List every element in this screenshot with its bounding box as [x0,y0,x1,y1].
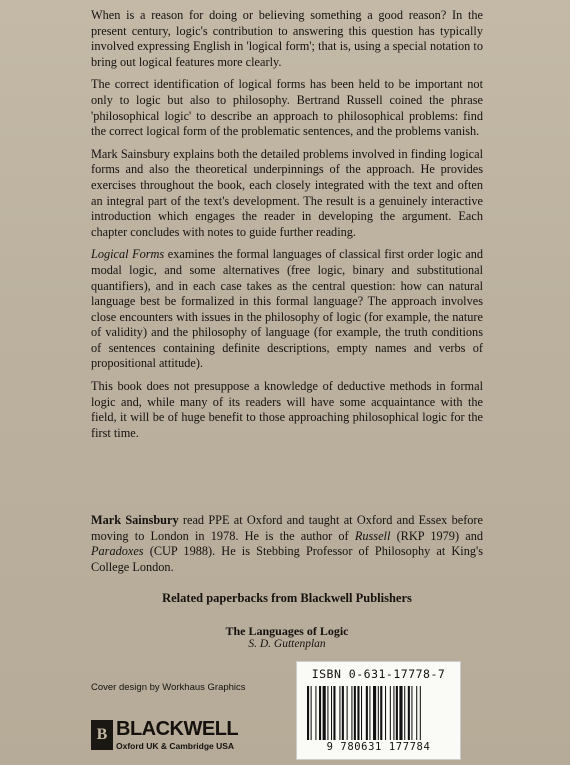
cover-design-credit: Cover design by Workhaus Graphics [91,682,246,693]
ean-number: 9 780631 177784 [326,741,431,753]
blurb-paragraph-4-text: examines the formal languages of classical first order logic and modal logic, and some alternatives (free logic, binary and substitutional quantifiers), and in each case takes as the central question: how can natural language best be formalized in this formal language? The approach involves close encounters with issues in the philosophy of logic (for example, the nature of validity) and the philosophy of language (for example, the truth conditions of sentences containing definite descriptions, empty names and verbs of propositional attitude). [91,247,483,371]
bio-text-1: read PPE at Oxford and taught at Oxford and Essex before moving to London in 1978. He is the author of [91,513,483,543]
bio-book-2: Paradoxes [91,544,144,559]
blurb-paragraph-5: This book does not presuppose a knowledge of deductive methods in formal logic and, while many of its readers will have some acquaintance with the field, it will be of huge benefit to those approaching philosophical logic for the first time. [91,379,483,440]
publisher-mark-icon: B [91,720,113,750]
author-bio-text [91,513,483,575]
blurb-paragraph-2: The correct identification of logical forms has been held to be important not only to logic but also to philosophy. Bertrand Russell coined the phrase 'philosophical logic' to describe an approach to philosophical problems: find the correct logical form of the problematic sentences, and the problems vanish. [91,77,483,139]
blurb-paragraph-1: When is a reason for doing or believing something a good reason? In the present century, logic's contribution to answering this question has typically involved expressing English in 'logical form'; that is, using a special notation to bring out logical features more clearly. [91,8,483,69]
related-book-title: The Languages of Logic [225,624,349,638]
related-heading: Related paperbacks from Blackwell Publishers [162,591,412,605]
author-name: Mark Sainsbury [91,513,179,527]
publisher-locations: Oxford UK & Cambridge USA [116,741,235,751]
barcode-bars-icon [307,686,450,740]
bio-text-3: (CUP 1988). He is Stebbing Professor of Philosophy at King's College London. [91,544,483,574]
barcode-label [296,661,461,760]
blurb-paragraph-3: Mark Sainsbury explains both the detailed problems involved in finding logical forms and also the theoretical underpinnings of the approach. He provides exercises throughout the book, each closely integrated with the text and often an integral part of the text's development. The result is a genuinely interactive introduction which engages the reader in developing the argument. Each chapter concludes with notes to guide further reading. [91,146,483,239]
bio-book-1: Russell [354,528,391,543]
bio-text-2: (RKP 1979) and [390,528,483,543]
publisher-logo [91,718,251,758]
author-bio [91,513,483,575]
blurb-paragraph-4 [91,247,483,372]
blurb [91,8,483,448]
related-book-author: S. D. Guttenplan [248,638,326,650]
isbn-text: ISBN 0-631-17778-7 [311,667,446,681]
publisher-name: BLACKWELL [116,718,239,740]
book-title-italic: Logical Forms [91,247,165,262]
